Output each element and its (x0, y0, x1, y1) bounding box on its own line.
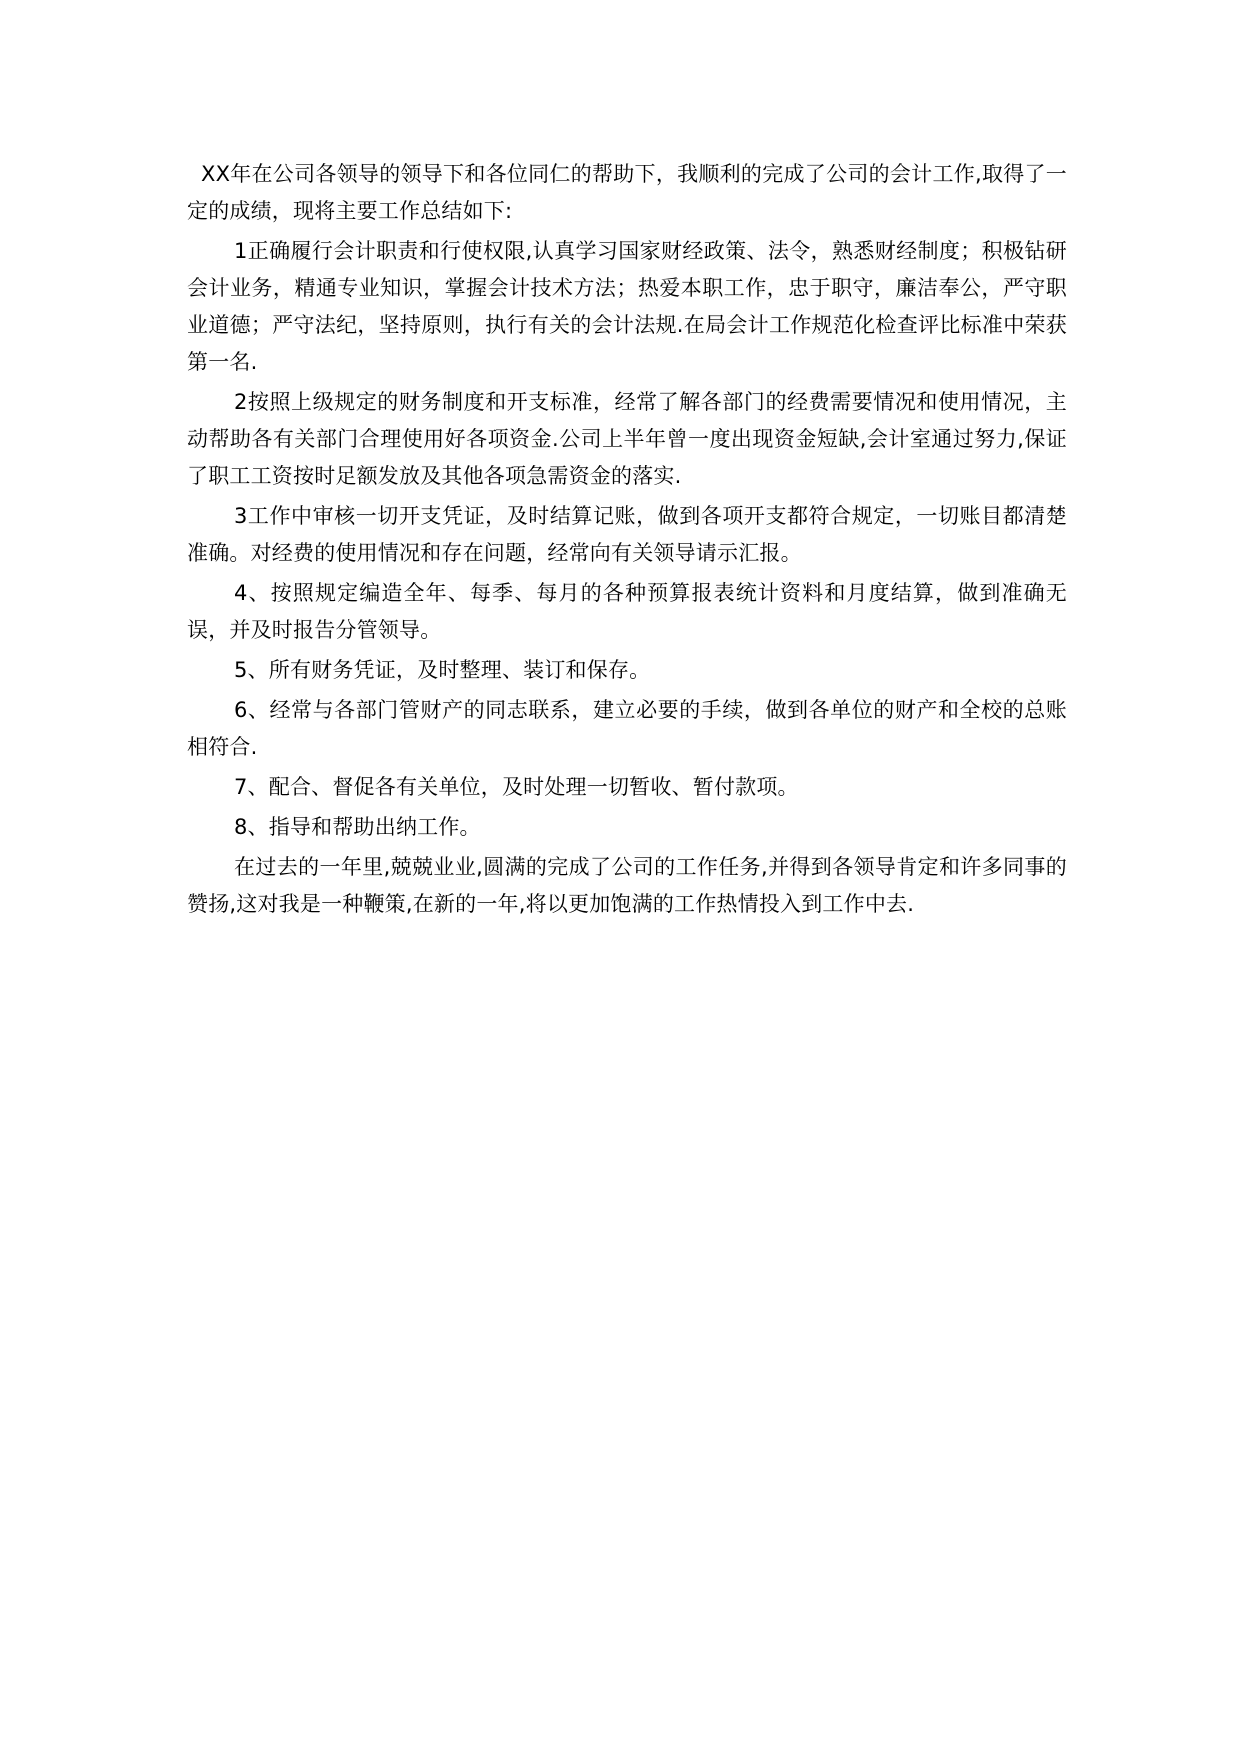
item-6-paragraph: 6、经常与各部门管财产的同志联系，建立必要的手续，做到各单位的财产和全校的总账相符合. (187, 698, 1067, 759)
item-7-paragraph: 7、配合、督促各有关单位，及时处理一切暂收、暂付款项。 (234, 775, 799, 799)
item-4-paragraph: 4、按照规定编造全年、每季、每月的各种预算报表统计资料和月度结算，做到准确无误，并及时报告分管领导。 (187, 581, 1067, 642)
item-8-paragraph: 8、指导和帮助出纳工作。 (234, 815, 481, 839)
intro-paragraph: XX年在公司各领导的领导下和各位同仁的帮助下，我顺利的完成了公司的会计工作,取得了一定的成绩，现将主要工作总结如下: (187, 162, 1067, 223)
item-1-paragraph: 1正确履行会计职责和行使权限,认真学习国家财经政策、法令，熟悉财经制度；积极钻研会计业务，精通专业知识，掌握会计技术方法；热爱本职工作，忠于职守，廉洁奉公，严守职业道德；严守法纪，坚持原则，执行有关的会计法规.在局会计工作规范化检查评比标准中荣获第一名. (187, 239, 1067, 374)
document-body (187, 156, 1067, 926)
item-2-paragraph: 2按照上级规定的财务制度和开支标准，经常了解各部门的经费需要情况和使用情况，主动帮助各有关部门合理使用好各项资金.公司上半年曾一度出现资金短缺,会计室通过努力,保证了职工工资按时足额发放及其他各项急需资金的落实. (187, 390, 1067, 488)
closing-paragraph: 在过去的一年里,兢兢业业,圆满的完成了公司的工作任务,并得到各领导肯定和许多同事的赞扬,这对我是一种鞭策,在新的一年,将以更加饱满的工作热情投入到工作中去. (187, 855, 1067, 916)
item-5-paragraph: 5、所有财务凭证，及时整理、装订和保存。 (234, 658, 651, 682)
item-3-paragraph: 3工作中审核一切开支凭证，及时结算记账，做到各项开支都符合规定，一切账目都清楚准确。对经费的使用情况和存在问题，经常向有关领导请示汇报。 (187, 504, 1067, 565)
